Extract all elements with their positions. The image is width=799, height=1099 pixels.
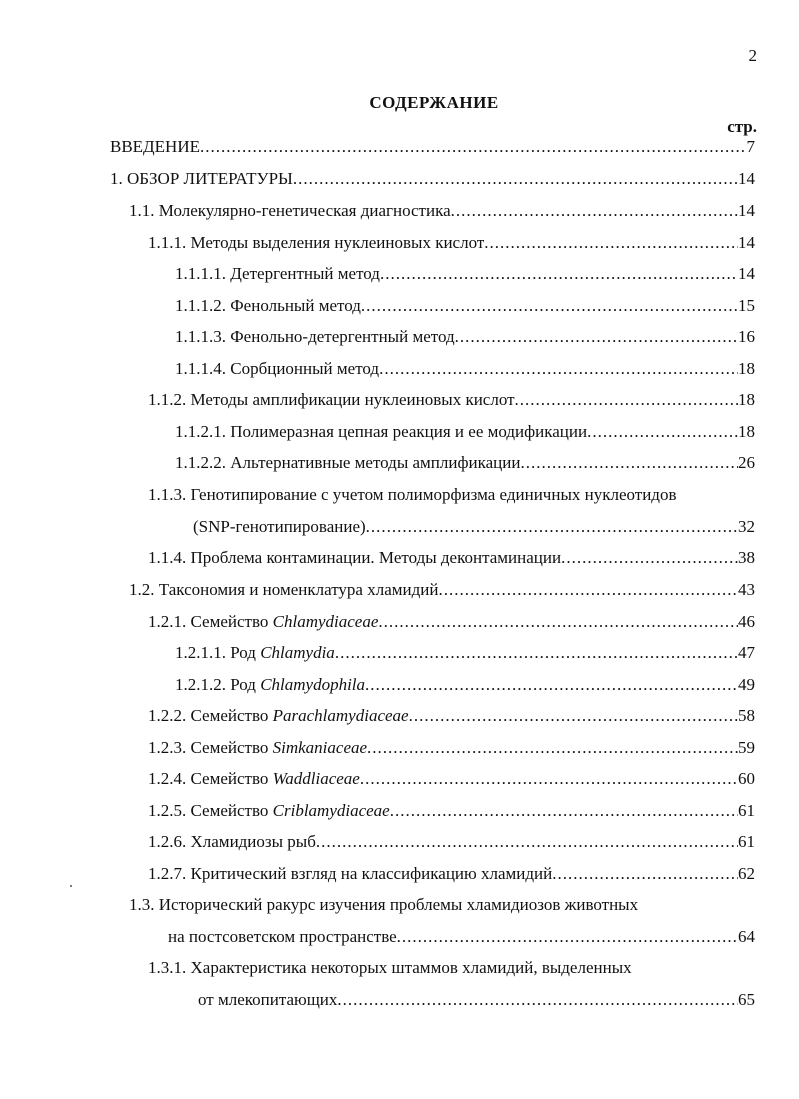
toc-entry-page: 7 — [746, 137, 755, 156]
toc-entry-continuation: на постсоветском пространстве — [168, 927, 397, 946]
toc-leader-dots — [390, 798, 738, 824]
toc-leader-dots — [587, 419, 738, 445]
toc-entry-page: 61 — [738, 801, 755, 820]
page-number: 2 — [748, 46, 757, 65]
toc-entry-page: 16 — [738, 327, 755, 346]
toc-entry — [168, 924, 755, 950]
toc-entry-label: 1.2.4. Семейство Waddliaceae — [148, 769, 360, 788]
toc-leader-dots — [438, 577, 738, 603]
toc-leader-dots — [316, 829, 738, 855]
toc-leader-dots — [484, 230, 738, 256]
toc-entry-page: 14 — [738, 169, 755, 188]
toc-entry — [148, 703, 755, 729]
toc-leader-dots — [409, 703, 738, 729]
toc-entry — [175, 450, 755, 476]
taxon-name: Criblamydiaceae — [272, 801, 390, 820]
taxon-name: Simkaniaceae — [272, 738, 368, 757]
taxon-name: Chlamydophila — [260, 675, 366, 694]
toc-entry — [129, 577, 755, 603]
toc-entry-label: 1.2. Таксономия и номенклатура хламидий — [129, 580, 439, 599]
toc-entry-label: 1.3.1. Характеристика некоторых штаммов хламидий, выделенных — [148, 958, 632, 977]
toc-entry-page: 15 — [738, 296, 755, 315]
toc-entry — [193, 514, 755, 540]
toc-entry-page: 32 — [738, 517, 755, 536]
toc-leader-dots — [361, 293, 738, 319]
toc-entry-page: 58 — [738, 706, 755, 725]
toc-entry-label: 1.1. Молекулярно-генетическая диагностика — [129, 201, 451, 220]
toc-entry-label: 1.1.1.2. Фенольный метод — [175, 296, 361, 315]
toc-entry-page: 18 — [738, 359, 755, 378]
toc-entry-label: 1.2.1.1. Род Chlamydia — [175, 643, 335, 662]
toc-leader-dots — [365, 672, 738, 698]
toc-entry-label: 1.1.4. Проблема контаминации. Методы деконтаминации — [148, 548, 562, 567]
toc-leader-dots — [561, 545, 738, 571]
toc-entry-page: 61 — [738, 832, 755, 851]
toc-entry-page: 65 — [738, 990, 755, 1009]
toc-entry-label: 1.1.1. Методы выделения нуклеиновых кислот — [148, 233, 485, 252]
toc-entry — [175, 419, 755, 445]
toc-entry — [148, 387, 755, 413]
toc-entry-page: 59 — [738, 738, 755, 757]
toc-entry — [175, 640, 755, 666]
toc-entry — [148, 829, 755, 855]
toc-entry-label: 1.1.1.1. Детергентный метод — [175, 264, 380, 283]
toc-entry-page: 18 — [738, 422, 755, 441]
toc-entry-label: 1.2.1.2. Род Chlamydophila — [175, 675, 366, 694]
toc-entry-page: 14 — [738, 233, 755, 252]
toc-entry — [175, 356, 755, 382]
toc-entry-label: 1.1.1.3. Фенольно-детергентный метод — [175, 327, 455, 346]
toc-entry-label: 1.1.2.2. Альтернативные методы амплификации — [175, 453, 521, 472]
taxon-name: Chlamydiaceae — [272, 612, 379, 631]
toc-entry-label: 1.1.1.4. Сорбционный метод — [175, 359, 380, 378]
toc-entry — [110, 166, 755, 192]
toc-leader-dots — [367, 735, 738, 761]
toc-entry-page: 18 — [738, 390, 755, 409]
toc-entry — [148, 735, 755, 761]
toc-leader-dots — [552, 861, 738, 887]
toc-entry-page: 46 — [738, 612, 755, 631]
toc-leader-dots — [360, 766, 738, 792]
toc-leader-dots — [455, 324, 738, 350]
toc-entry-label: 1.1.2.1. Полимеразная цепная реакция и ее модификации — [175, 422, 588, 441]
toc-leader-dots — [335, 640, 738, 666]
toc-entry-label: 1.1.2. Методы амплификации нуклеиновых кислот — [148, 390, 515, 409]
toc-entry-label: 1.3. Исторический ракурс изучения проблемы хламидиозов животных — [129, 895, 639, 914]
toc-entry-page: 60 — [738, 769, 755, 788]
toc-entry — [148, 798, 755, 824]
toc-entry-label: 1.2.6. Хламидиозы рыб — [148, 832, 316, 851]
toc-leader-dots — [379, 356, 738, 382]
toc-entry-label: 1.2.2. Семейство Parachlamydiaceae — [148, 706, 409, 725]
toc-leader-dots — [451, 198, 738, 224]
toc-entry — [148, 230, 755, 256]
toc-entry-label: ВВЕДЕНИЕ — [110, 137, 200, 156]
toc-entry-label: 1.2.1. Семейство Chlamydiaceae — [148, 612, 379, 631]
toc-entry-continuation: от млекопитающих — [198, 990, 338, 1009]
toc-entry — [148, 609, 755, 635]
taxon-name: Waddliaceae — [272, 769, 360, 788]
toc-entry-page: 14 — [738, 264, 755, 283]
toc-entry-page: 62 — [738, 864, 755, 883]
toc-entry-continuation: (SNP-генотипирование) — [193, 517, 366, 536]
toc-entry-label: 1.2.3. Семейство Simkaniaceae — [148, 738, 368, 757]
toc-entry-label: 1. ОБЗОР ЛИТЕРАТУРЫ — [110, 169, 293, 188]
toc-entry — [148, 861, 755, 887]
toc-leader-dots — [200, 134, 747, 160]
scan-speck — [70, 885, 72, 887]
toc-entry — [148, 545, 755, 571]
toc-entry — [175, 672, 755, 698]
page-column-label: стр. — [727, 117, 757, 136]
toc-entry — [198, 987, 755, 1013]
toc-leader-dots — [520, 450, 738, 476]
toc-entry-page: 26 — [738, 453, 755, 472]
toc-entry-page: 38 — [738, 548, 755, 567]
toc-leader-dots — [515, 387, 738, 413]
toc-entry — [175, 261, 755, 287]
page-title: СОДЕРЖАНИЕ — [369, 93, 499, 112]
toc-entry — [175, 293, 755, 319]
toc-leader-dots — [366, 514, 738, 540]
toc-leader-dots — [397, 924, 738, 950]
toc-entry-label: 1.1.3. Генотипирование с учетом полиморфизма единичных нуклеотидов — [148, 485, 677, 504]
toc-entry — [110, 134, 755, 160]
toc-entry-label: 1.2.5. Семейство Criblamydiaceae — [148, 801, 390, 820]
taxon-name: Parachlamydiaceae — [272, 706, 409, 725]
toc-entry — [175, 324, 755, 350]
toc-leader-dots — [293, 166, 738, 192]
toc-leader-dots — [378, 609, 738, 635]
toc-entry-label: 1.2.7. Критический взгляд на классификацию хламидий — [148, 864, 553, 883]
toc-entry — [129, 198, 755, 224]
toc-leader-dots — [337, 987, 738, 1013]
toc-entry-page: 47 — [738, 643, 755, 662]
toc-entry-page: 49 — [738, 675, 755, 694]
toc-entry-page: 14 — [738, 201, 755, 220]
toc-entry-page: 64 — [738, 927, 755, 946]
toc-entry — [148, 766, 755, 792]
toc-leader-dots — [380, 261, 738, 287]
taxon-name: Chlamydia — [260, 643, 335, 662]
toc-entry-page: 43 — [738, 580, 755, 599]
